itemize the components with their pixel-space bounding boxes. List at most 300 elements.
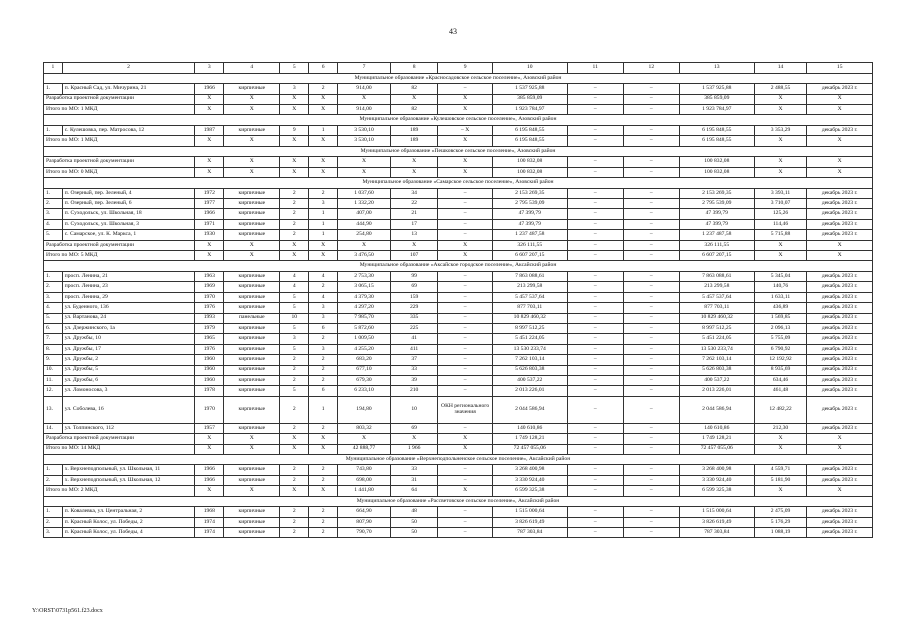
table-cell: – [438,517,492,527]
table-cell: 82 [390,104,438,114]
table-cell: X [807,444,873,454]
table-cell: декабрь 2023 г. [807,303,873,313]
table-cell: 5 755,09 [754,334,807,344]
page-number: 43 [449,27,457,36]
table-cell: кирпичные [224,209,280,219]
table-cell: – [623,303,679,313]
table-row [44,386,873,396]
summary-label: Итого по МО: 1 МКД [44,104,195,114]
table-cell: X [754,251,807,261]
table-cell: 1976 [195,303,224,313]
table-cell: X [224,136,280,146]
table-cell: X [338,434,391,444]
table-cell: 335 [390,313,438,323]
table-cell: X [224,444,280,454]
table-cell: X [280,434,309,444]
table-cell: декабрь 2023 г. [807,396,873,423]
table-cell: 400 537,22 [492,375,567,385]
table-cell: 677,10 [338,365,391,375]
column-header: 1 [44,63,63,74]
table-cell: X [309,434,338,444]
table-cell: 13. [44,396,63,423]
table-cell: 225 [390,323,438,333]
table-cell: – [623,157,679,167]
table-row [44,292,873,302]
table-row [44,528,873,538]
table-cell: 1 515 000,64 [492,507,567,517]
section-header-row [44,73,873,84]
table-cell: 100 832,08 [679,157,754,167]
table-cell: 914,00 [338,84,391,94]
table-row [44,355,873,365]
table-row [44,423,873,433]
table-cell: 5. [44,230,63,240]
table-cell: декабрь 2023 г. [807,230,873,240]
table-cell: 8 935,69 [754,365,807,375]
table-cell: X [224,240,280,250]
table-cell: X [195,94,224,104]
summary-row [44,444,873,454]
table-cell: – [567,240,623,250]
table-cell: кирпичные [224,365,280,375]
table-cell: 2 488,55 [754,84,807,94]
table-cell: – [623,507,679,517]
table-cell: 8. [44,344,63,354]
table-cell: – [438,313,492,323]
table-cell: X [280,444,309,454]
table-cell: – [567,423,623,433]
section-title: Муниципальное образование «Рассветовское сельское поселение», Аксайский район [44,496,873,507]
table-cell: 4 [309,292,338,302]
table-cell: 7 863 088,61 [492,272,567,282]
table-cell: X [807,251,873,261]
table-cell: 914,00 [338,104,391,114]
table-cell: 787 303,84 [492,528,567,538]
table-cell: декабрь 2023 г. [807,125,873,135]
table-cell: – [623,240,679,250]
table-cell: кирпичные [224,334,280,344]
table-cell: кирпичные [224,396,280,423]
table-cell: X [309,444,338,454]
address-cell: п. Озерный, пер. Зеленый, 6 [62,199,195,209]
table-cell: – [623,292,679,302]
table-cell: 1960 [195,375,224,385]
table-cell: 1 [309,219,338,229]
table-cell: 2 795 539,09 [679,199,754,209]
table-cell: 10 [280,313,309,323]
table-cell: 2 [309,84,338,94]
table-cell: – [623,465,679,475]
table-cell: 1 237 487,58 [492,230,567,240]
table-cell: 33 [390,365,438,375]
summary-label: Итого по МО: 0 МКД [44,167,195,177]
table-cell: – [438,272,492,282]
table-cell: 1 537 925,88 [492,84,567,94]
table-cell: 72 457 055,06 [492,444,567,454]
table-cell: 2. [44,475,63,485]
table-cell: – [567,272,623,282]
table-cell: 2 [309,423,338,433]
table-cell: 5 181,90 [754,475,807,485]
table-cell: 7. [44,334,63,344]
table-cell: 99 [390,272,438,282]
table-cell: 37 [390,355,438,365]
table-cell: 4 379,30 [338,292,391,302]
table-cell: 2 153 269,35 [679,188,754,198]
table-cell: декабрь 2023 г. [807,219,873,229]
table-cell: 140 610,86 [679,423,754,433]
table-cell: 41 [390,334,438,344]
table-cell: 6 607 207,15 [492,251,567,261]
table-cell: X [338,94,391,104]
summary-label: Разработка проектной документации [44,157,195,167]
table-cell: – [623,94,679,104]
summary-label: Итого по МО: 2 МКД [44,486,195,496]
table-cell: 3 353,29 [754,125,807,135]
table-row [44,230,873,240]
table-cell: 7 262 103,14 [679,355,754,365]
summary-label: Разработка проектной документации [44,94,195,104]
table-cell: 3 330 924,40 [492,475,567,485]
table-cell: 21 [390,209,438,219]
table-cell: 100 832,08 [492,167,567,177]
table-cell: – [438,386,492,396]
table-cell: 11. [44,375,63,385]
address-cell: ул. Соболева, 16 [62,396,195,423]
table-cell: X [390,240,438,250]
table-cell: 6 790,92 [754,344,807,354]
table-cell: 50 [390,517,438,527]
table-cell: 114,46 [754,219,807,229]
table-cell: кирпичные [224,475,280,485]
table-cell: 877 703,11 [679,303,754,313]
table-cell: 743,80 [338,465,391,475]
table-cell: X [438,240,492,250]
table-cell: 407,00 [338,209,391,219]
table-cell: 3 268 400,98 [679,465,754,475]
table-cell: декабрь 2023 г. [807,84,873,94]
table-cell: – [567,292,623,302]
column-header: 12 [623,63,679,74]
address-cell: п. Суходольск, ул. Школьная, 3 [62,219,195,229]
table-cell: X [309,240,338,250]
table-cell: 2 [280,475,309,485]
table-cell: 5 451 224,05 [492,334,567,344]
table-cell: кирпичные [224,423,280,433]
table-cell: 47 399,79 [492,219,567,229]
table-cell: декабрь 2023 г. [807,517,873,527]
table-cell: 3 393,11 [754,188,807,198]
address-cell: просп. Ленина, 23 [62,282,195,292]
table-cell: панельные [224,313,280,323]
table-cell: – [567,517,623,527]
table-row [44,199,873,209]
table-cell: 6 195 848,55 [492,125,567,135]
table-cell: X [438,94,492,104]
table-cell: – [623,167,679,177]
table-cell: 3. [44,528,63,538]
table-cell: X [438,434,492,444]
table-cell: – [567,188,623,198]
table-cell: 1966 [195,84,224,94]
table-cell: X [309,104,338,114]
table-cell: X [754,434,807,444]
table-cell: – [567,282,623,292]
table-cell: X [754,444,807,454]
table-cell: 3 [309,313,338,323]
table-cell: 1970 [195,292,224,302]
table-cell: – [623,209,679,219]
table-cell: – [567,209,623,219]
column-header: 3 [195,63,224,74]
section-title: Муниципальное образование «Аксайское городское поселение», Аксайский район [44,261,873,272]
table-cell: X [195,167,224,177]
address-cell: ул. Дружбы, 10 [62,334,195,344]
table-cell: – [438,355,492,365]
table-cell: – [438,344,492,354]
table-row [44,282,873,292]
table-cell: X [807,486,873,496]
summary-row [44,157,873,167]
table-cell: 12 482,22 [754,396,807,423]
table-cell: – [438,528,492,538]
table-cell: 1 037,60 [338,188,391,198]
table-cell: – [438,465,492,475]
table-cell: 1966 [195,475,224,485]
table-cell: 12. [44,386,63,396]
table-cell: – [567,334,623,344]
table-cell: 14. [44,423,63,433]
table-cell: – [438,303,492,313]
table-cell: 400 537,22 [679,375,754,385]
table-cell: декабрь 2023 г. [807,344,873,354]
table-cell: 4. [44,219,63,229]
table-cell: X [195,251,224,261]
table-cell: – [567,465,623,475]
table-cell: декабрь 2023 г. [807,282,873,292]
table-cell: X [438,251,492,261]
table-cell: 436,89 [754,303,807,313]
table-cell: 1 441,80 [338,486,391,496]
table-cell: 6 607 207,15 [679,251,754,261]
section-header-row [44,454,873,465]
table-cell: – [567,303,623,313]
table-cell: 664,90 [338,507,391,517]
address-cell: ул. Дружбы, 2 [62,355,195,365]
table-cell: – [567,219,623,229]
table-cell: 7 985,70 [338,313,391,323]
table-cell: X [807,104,873,114]
table-cell: – [438,209,492,219]
column-header: 8 [390,63,438,74]
table-cell: – [623,104,679,114]
table-cell: 1. [44,188,63,198]
table-row [44,375,873,385]
table-row [44,396,873,423]
table-cell: 698,00 [338,475,391,485]
column-header: 7 [338,63,391,74]
table-cell: 2 [280,507,309,517]
table-cell: 2 [280,188,309,198]
table-cell: – [567,528,623,538]
table-cell: 4 297,20 [338,303,391,313]
table-cell: – [438,507,492,517]
table-cell: 4. [44,303,63,313]
table-row [44,334,873,344]
table-cell: кирпичные [224,282,280,292]
table-row [44,209,873,219]
table-cell: 2 [309,365,338,375]
address-cell: ул. Вартанова, 24 [62,313,195,323]
table-cell: 3. [44,209,63,219]
table-cell: 5 457 537,64 [492,292,567,302]
table-cell: – [438,323,492,333]
table-row [44,517,873,527]
table-cell: – [567,199,623,209]
table-cell: 1 009,50 [338,334,391,344]
table-cell: X [390,94,438,104]
table-cell: 807,90 [338,517,391,527]
table-cell: 3 530,10 [338,125,391,135]
table-cell: 2 [280,365,309,375]
table-cell: 5 [280,323,309,333]
table-cell: X [309,167,338,177]
table-cell: 3 476,50 [338,251,391,261]
table-cell: 2 [280,528,309,538]
section-title: Муниципальное образование «Самарское сельское поселение», Азовский район [44,178,873,189]
table-cell: 47 399,79 [679,219,754,229]
table-cell: X [754,486,807,496]
table-cell: 48 [390,507,438,517]
table-cell: декабрь 2023 г. [807,292,873,302]
table-cell: декабрь 2023 г. [807,313,873,323]
section-header-row [44,496,873,507]
table-cell: 1974 [195,528,224,538]
table-cell: декабрь 2023 г. [807,386,873,396]
table-cell: 8 997 512,25 [492,323,567,333]
table-cell: X [280,486,309,496]
column-header: 9 [438,63,492,74]
table-cell: 4 559,71 [754,465,807,475]
table-row [44,465,873,475]
table-cell: X [438,136,492,146]
table-cell: 4 [280,282,309,292]
address-cell: просп. Ленина, 29 [62,292,195,302]
column-header: 13 [679,63,754,74]
table-cell: 189 [390,125,438,135]
table-cell: X [438,157,492,167]
table-cell: 3 826 619,49 [492,517,567,527]
table-cell: 100 832,08 [492,157,567,167]
table-cell: 2 013 226,01 [492,386,567,396]
table-cell: кирпичные [224,323,280,333]
table-cell: – [623,334,679,344]
table-cell: 3 [280,334,309,344]
table-cell: 47 399,79 [492,209,567,219]
table-cell: – [623,219,679,229]
table-row [44,272,873,282]
table-cell: – [567,157,623,167]
table-row [44,219,873,229]
table-cell: 229 [390,303,438,313]
table-cell: кирпичные [224,125,280,135]
address-cell: ул. Дружбы, 17 [62,344,195,354]
table-cell: 6. [44,323,63,333]
table-cell: 2 096,13 [754,323,807,333]
table-cell: X [807,434,873,444]
table-cell: 159 [390,292,438,302]
table-cell: 5 176,29 [754,517,807,527]
address-cell: п. Суходольск, ул. Школьная, 18 [62,209,195,219]
table-cell: кирпичные [224,303,280,313]
table-cell: – [623,199,679,209]
table-cell: – [567,355,623,365]
section-header-row [44,146,873,157]
section-title: Муниципальное образование «Кулешовское сельское поселение», Азовский район [44,115,873,126]
table-cell: 790,70 [338,528,391,538]
table-cell: – [567,230,623,240]
table-cell: – [567,323,623,333]
table-cell: X [807,240,873,250]
table-cell: X [754,136,807,146]
table-cell: ОКН регионального значения [438,396,492,423]
table-cell: 1978 [195,386,224,396]
summary-row [44,167,873,177]
table-cell: 2 044 586,94 [492,396,567,423]
table-cell: – [623,365,679,375]
table-cell: – [623,423,679,433]
table-cell: – [567,125,623,135]
table-cell: 8 997 512,25 [679,323,754,333]
summary-label: Итого по МО: 5 МКД [44,251,195,261]
table-cell: 3 530,10 [338,136,391,146]
address-cell: п. Красный Сад, ул. Мичурина, 21 [62,84,195,94]
table-cell: 50 [390,528,438,538]
table-cell: 82 [390,84,438,94]
column-header: 10 [492,63,567,74]
table-cell: 47 399,79 [679,209,754,219]
table-cell: X [807,136,873,146]
table-cell: кирпичные [224,517,280,527]
table-cell: X [224,94,280,104]
table-cell: X [338,157,391,167]
table-cell: – [438,199,492,209]
table-cell: 7 262 103,14 [492,355,567,365]
table-cell: декабрь 2023 г. [807,423,873,433]
table-cell: 461,48 [754,386,807,396]
table-row [44,188,873,198]
table-cell: X [754,157,807,167]
table-cell: X [195,104,224,114]
table-cell: декабрь 2023 г. [807,375,873,385]
table-cell: 3 065,15 [338,282,391,292]
address-cell: п. Ковалевка, ул. Центральная, 2 [62,507,195,517]
table-cell: X [309,94,338,104]
table-cell: 803,32 [338,423,391,433]
table-cell: – [567,251,623,261]
table-cell: 3. [44,292,63,302]
section-header-row [44,178,873,189]
section-header-row [44,261,873,272]
table-cell: 2 795 539,09 [492,199,567,209]
table-cell: 3 330 924,40 [679,475,754,485]
table-cell: X [390,167,438,177]
table-cell: 3 268 400,98 [492,465,567,475]
table-cell: – [623,344,679,354]
table-cell: – [623,188,679,198]
table-row [44,303,873,313]
table-cell: 1972 [195,188,224,198]
